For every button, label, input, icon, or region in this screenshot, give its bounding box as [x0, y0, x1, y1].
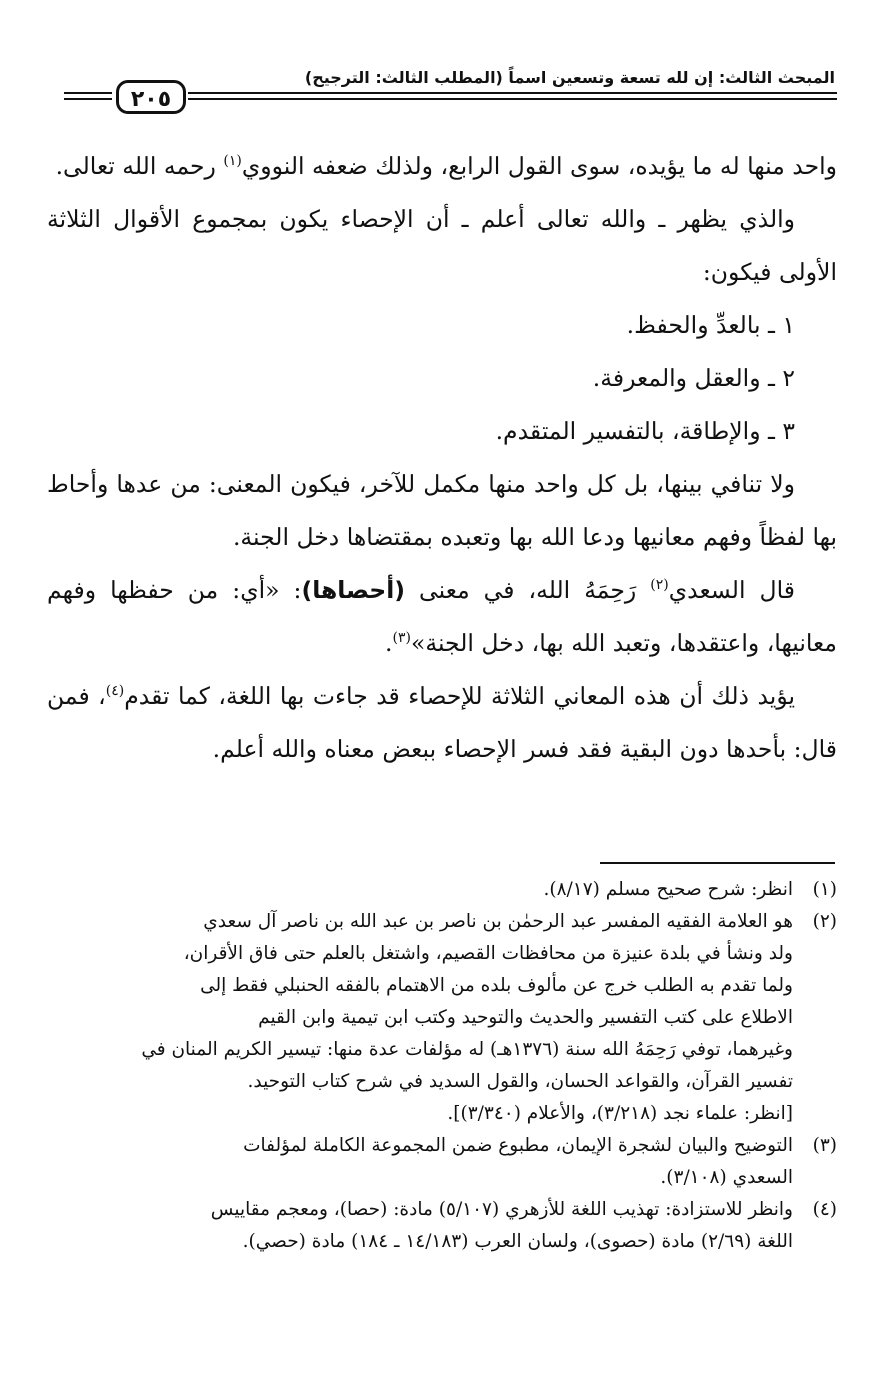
list-item-3: ٣ ـ والإطاقة، بالتفسير المتقدم.: [495, 417, 795, 445]
footnotes: [47, 874, 837, 1258]
main-text: [47, 140, 837, 776]
footnote-text: وانظر للاستزادة: تهذيب اللغة للأزهري (٥/١٠٧) مادة: (حصا)، ومعجم مقاييس اللغة (٢/٦٩) مادة (حصوى)، ولسان العرب (١٤/١٨٣ ـ ١٨٤) مادة (حصي).: [210, 1199, 793, 1252]
header-double-rule: [188, 92, 837, 100]
defined-term: (أحصاها): [301, 576, 406, 604]
footnote-3: [47, 1130, 837, 1194]
page-number: ٢٠٥: [116, 80, 186, 114]
footnote-mark: (٤): [812, 1199, 837, 1220]
paragraph-5: يؤيد ذلك أن هذه المعاني الثلاثة للإحصاء قد جاءت بها اللغة، كما تقدم$^{(٤)}$، فمن قال: بأحدها دون البقية فقد فسر الإحصاء ببعض معناه والله أعلم.: [47, 682, 837, 763]
list-item-2: ٢ ـ والعقل والمعرفة.: [592, 364, 795, 392]
footnote-text: هو العلامة الفقيه المفسر عبد الرحمٰن بن ناصر بن عبد الله بن ناصر آل سعدي ولد ونشأ في بلدة عنيزة من محافظات القصيم، واشتغل بالعلم حتى فاق الأقران، ولما تقدم به الطلب خرج عن مألوف بلده من الاهتمام بالفقه الحنبلي فقط إلى الاطلاع على كتب التفسير والحديث والتوحيد وكتب ابن تيمية وابن القيم وغيرهما، توفي رَحِمَهُ الله سنة (١٣٧٦هـ) له مؤلفات عدة منها: تيسير الكريم المنان في تفسير القرآن، والقواعد الحسان، والقول السديد في شرح كتاب التوحيد. [انظر: علماء نجد (٣/٢١٨)، والأعلام (٣/٣٤٠)].: [141, 911, 793, 1124]
footnote-ref-2[interactable]: (٢): [650, 577, 669, 594]
header-double-rule-left: [64, 92, 112, 100]
footnote-text: انظر: شرح صحيح مسلم (٨/١٧).: [543, 879, 793, 900]
paragraph-3: ولا تنافي بينها، بل كل واحد منها مكمل للآخر، فيكون المعنى: من عدها وأحاط بها لفظاً وفهم معانيها ودعا الله بها وتعبده بمقتضاها دخل الجنة.: [47, 470, 837, 551]
footnote-2: [47, 906, 837, 1130]
footnote-4: [47, 1194, 837, 1258]
footnote-mark: (٢): [812, 911, 837, 932]
footnote-mark: (٣): [812, 1135, 837, 1156]
footnote-text: التوضيح والبيان لشجرة الإيمان، مطبوع ضمن المجموعة الكاملة لمؤلفات السعدي (٣/١٠٨).: [243, 1135, 793, 1188]
running-header: المبحث الثالث: إن لله تسعة وتسعين اسماً (المطلب الثالث: الترجيح): [304, 68, 835, 87]
footnote-separator: [600, 862, 835, 864]
footnote-1: [47, 874, 837, 906]
paragraph-4: قال السعدي$^{(٢)}$ رَحِمَهُ الله، في معنى (أحصاها): «أي: من حفظها وفهم معانيها، واعتقدها، وتعبد الله بها، دخل الجنة»$^{(٣)}$.: [47, 576, 837, 657]
footnote-ref-3[interactable]: (٣): [392, 630, 411, 647]
paragraph-1: واحد منها له ما يؤيده، سوى القول الرابع، ولذلك ضعفه النووي$^{(١)}$ رحمه الله تعالى.: [55, 152, 837, 180]
list-item-1: ١ ـ بالعدِّ والحفظ.: [626, 311, 795, 339]
footnote-ref-1[interactable]: (١): [223, 153, 242, 170]
paragraph-2: والذي يظهر ـ والله تعالى أعلم ـ أن الإحصاء يكون بمجموع الأقوال الثلاثة الأولى فيكون:: [47, 205, 837, 286]
footnote-ref-4[interactable]: (٤): [105, 683, 125, 700]
footnote-mark: (١): [812, 879, 837, 900]
